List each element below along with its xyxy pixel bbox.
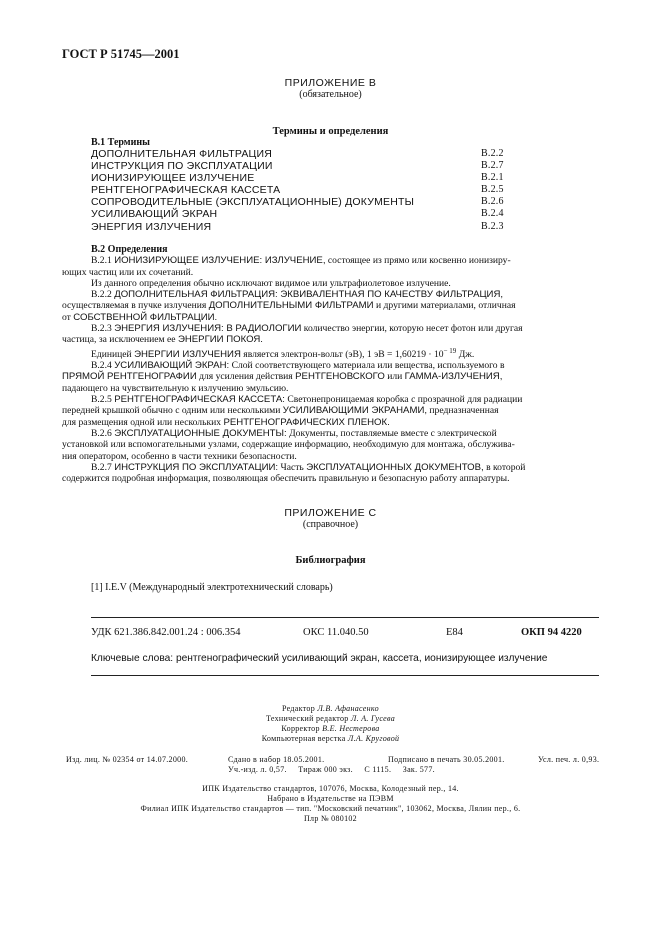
imprint-sheets: Усл. печ. л. 0,93. [538,755,600,764]
def-term: ЭНЕРГИЯ ИЗЛУЧЕНИЯ: В РАДИОЛОГИИ [114,323,302,335]
oks-code: ОКС 11.040.50 [303,627,369,638]
term: ИОНИЗИРУЮЩЕЕ ИЗЛУЧЕНИЕ [91,172,255,185]
def-term: ИОНИЗИРУЮЩЕЕ ИЗЛУЧЕНИЕ: ИЗЛУЧЕНИЕ, [114,255,326,267]
def-text-part: от [62,311,71,323]
def-text-part: передней крышкой обычно с одним или несколькими [62,405,281,417]
term: ИНСТРУКЦИЯ ПО ЭКСПЛУАТАЦИИ [91,160,273,173]
def-term: ДОПОЛНИТЕЛЬНАЯ ФИЛЬТРАЦИЯ: ЭКВИВАЛЕНТНАЯ ПО КАЧЕСТВУ ФИЛЬТРАЦИЯ, [114,289,504,301]
udk-code: УДК 621.386.842.001.24 : 006.354 [91,627,241,638]
definition-7 [91,462,599,473]
def-exponent: − 19 [443,346,457,355]
def-num: В.2.3 [91,323,112,335]
def-text [62,371,599,382]
term-row [91,208,521,220]
imprint-line2: Уч.-изд. л. 0,57. Тираж 000 экз. С 1115. Зак. 577. [228,765,435,774]
keywords: Ключевые слова: рентгенографический усиливающий экран, кассета, ионизирующее излучение [91,653,548,664]
definition-5 [91,394,599,405]
def-caps: ГАММА-ИЗЛУЧЕНИЯ, [404,371,503,383]
term-ref: В.2.2 [481,148,504,159]
annex-c-title: ПРИЛОЖЕНИЕ С [284,507,377,519]
def-text [62,405,599,416]
okp-code: ОКП 94 4220 [521,627,582,638]
definitions-section [62,244,599,485]
def-text-part: для размещения одной или нескольких [62,416,222,428]
def-caps: УСИЛИВАЮЩИМИ ЭКРАНАМИ, [282,405,428,417]
def-term: ИНСТРУКЦИЯ ПО ЭКСПЛУАТАЦИИ: [114,461,279,473]
term-ref: В.2.4 [481,208,504,220]
def-text-part: и другими материалами, отличная [375,300,516,312]
definitions-label: В.2 Определения [91,244,168,255]
def-num: В.2.4 [91,360,112,372]
term: ЭНЕРГИЯ ИЗЛУЧЕНИЯ [91,220,212,233]
def-caps: РЕНТГЕНОВСКОГО [295,371,385,383]
def-text-part: предназначенная [429,405,499,417]
term-ref: В.2.7 [481,160,504,172]
credits-layout [0,734,661,744]
def-caps: СОБСТВЕННОЙ ФИЛЬТРАЦИИ. [73,311,218,323]
imprint-signed: Подписано в печать 30.05.2001. [388,755,505,764]
definition-3 [91,323,599,334]
divider-top [91,617,599,618]
publisher-3: Филиал ИПК Издательство стандартов — тип. "Московский печатник", 103062, Москва, Лялин пер., 6. [140,804,521,813]
terms-list [91,148,521,233]
def-caps: ЭКСПЛУАТАЦИОННЫХ ДОКУМЕНТОВ, [306,461,484,473]
terms-label: В.1 Термины [91,137,150,148]
def-text: Слой соответствующего материала или вещества, используемого в [231,360,505,372]
term-row [91,184,521,196]
def-num: В.2.7 [91,461,112,473]
credit-label: Корректор [281,724,320,733]
def-text: установкой или вспомогательными узлами, содержащие информацию, необходимую для монтажа, обслужива- [62,439,515,451]
term-row [91,196,521,208]
definition-2 [91,289,599,300]
def-text-part: Единицей [91,348,132,360]
annex-b-title: ПРИЛОЖЕНИЕ В [284,77,377,89]
credit-name: Л.В. Афанасенко [317,704,379,713]
imprint-typeset: Сдано в набор 18.05.2001. [228,755,325,764]
def-text: Документы, поставляемые вместе с электрической [289,427,497,439]
def-text-part: в которой [486,461,526,473]
credit-name: Л. А. Гусева [350,714,395,723]
term-row [91,148,521,160]
def-caps: ДОПОЛНИТЕЛЬНЫМИ ФИЛЬТРАМИ [208,300,374,312]
credit-label: Технический редактор [266,714,349,723]
credit-label: Компьютерная верстка [261,734,346,743]
def-text-part: частица, за исключением ее [62,334,176,346]
definition-1 [91,255,599,266]
def-text: ния оператором, особенно в части техники безопасности. [62,450,297,462]
def-term: УСИЛИВАЮЩИЙ ЭКРАН: [114,360,230,372]
def-num: В.2.1 [91,255,112,267]
def-text [62,334,599,345]
def-num: В.2.6 [91,427,112,439]
annex-b-heading: Термины и определения [272,126,389,137]
term: РЕНТГЕНОГРАФИЧЕСКАЯ КАССЕТА [91,184,281,197]
def-text-part: Дж. [458,348,475,360]
e-code: Е84 [446,627,463,638]
term-ref: В.2.1 [481,172,504,184]
annex-c-status: (справочное) [302,519,359,530]
def-num: В.2.5 [91,394,112,406]
def-text: количество энергии, которую несет фотон или другая [303,323,523,335]
credit-name: В.Е. Нестерова [322,724,380,733]
term: УСИЛИВАЮЩИЙ ЭКРАН [91,208,218,221]
def-note: Из данного определения обычно исключают видимое или ультрафиолетовое излучение. [91,277,451,289]
def-caps: ЭНЕРГИИ ИЗЛУЧЕНИЯ [134,348,241,360]
def-text: падающего на чувствительную к излучению эмульсию. [62,382,289,394]
document-header: ГОСТ Р 51745—2001 [62,47,180,61]
def-text: Светонепроницаемая коробка с прозрачной для радиации [287,394,523,406]
annex-b-status: (обязательное) [299,89,362,100]
def-text: содержится подробная информация, позволяющая обеспечить правильную и безопасную работу аппаратуры. [62,473,510,485]
credits-corrector [0,724,661,734]
def-text-part: или [387,371,403,383]
def-num: В.2.2 [91,289,112,301]
bibliography-entry: [1] I.E.V (Международный электротехнический словарь) [91,582,333,593]
term: СОПРОВОДИТЕЛЬНЫЕ (ЭКСПЛУАТАЦИОННЫЕ) ДОКУМЕНТЫ [91,196,415,209]
term-row [91,160,521,172]
annex-c-heading: Библиография [295,555,366,566]
def-text-part: Часть [280,461,304,473]
term-ref: В.2.3 [481,220,504,232]
def-text-part: для усиления действия [199,371,293,383]
def-term: РЕНТГЕНОГРАФИЧЕСКАЯ КАССЕТА: [114,394,285,406]
def-caps: ЭНЕРГИИ ПОКОЯ. [177,334,263,346]
imprint-license: Изд. лиц. № 02354 от 14.07.2000. [66,755,189,764]
publisher-4: Плр № 080102 [303,814,357,823]
def-caps: РЕНТГЕНОГРАФИЧЕСКИХ ПЛЕНОК. [223,416,390,428]
term-ref: В.2.6 [481,196,504,208]
def-text [62,300,599,311]
def-text [62,312,599,323]
term-row [91,221,521,233]
def-text [62,417,599,428]
def-text: ющих частиц или их сочетаний. [62,266,194,278]
def-caps: ПРЯМОЙ РЕНТГЕНОГРАФИИ [62,371,197,383]
publisher-1: ИПК Издательство стандартов, 107076, Москва, Колодезный пер., 14. [202,784,459,793]
divider-bottom [91,675,599,676]
def-text-part: осуществляемая в пучке излучения [62,300,207,312]
def-term: ЭКСПЛУАТАЦИОННЫЕ ДОКУМЕНТЫ: [114,427,287,439]
credits-editor [0,704,661,714]
term-row [91,172,521,184]
def-unit [91,346,599,360]
def-text-part: является электрон-вольт (эВ), 1 эВ = 1,60219 · 10 [243,348,444,360]
publisher-2: Набрано в Издательстве на ПЭВМ [267,794,394,803]
credit-name: Л.А. Круговой [347,734,400,743]
credit-label: Редактор [282,704,316,713]
term: ДОПОЛНИТЕЛЬНАЯ ФИЛЬТРАЦИЯ [91,148,273,160]
definition-6 [91,428,599,439]
def-text: состоящее из прямо или косвенно ионизиру- [327,255,511,267]
definition-4 [91,360,599,371]
credits-tech [0,714,661,724]
term-ref: В.2.5 [481,184,504,196]
